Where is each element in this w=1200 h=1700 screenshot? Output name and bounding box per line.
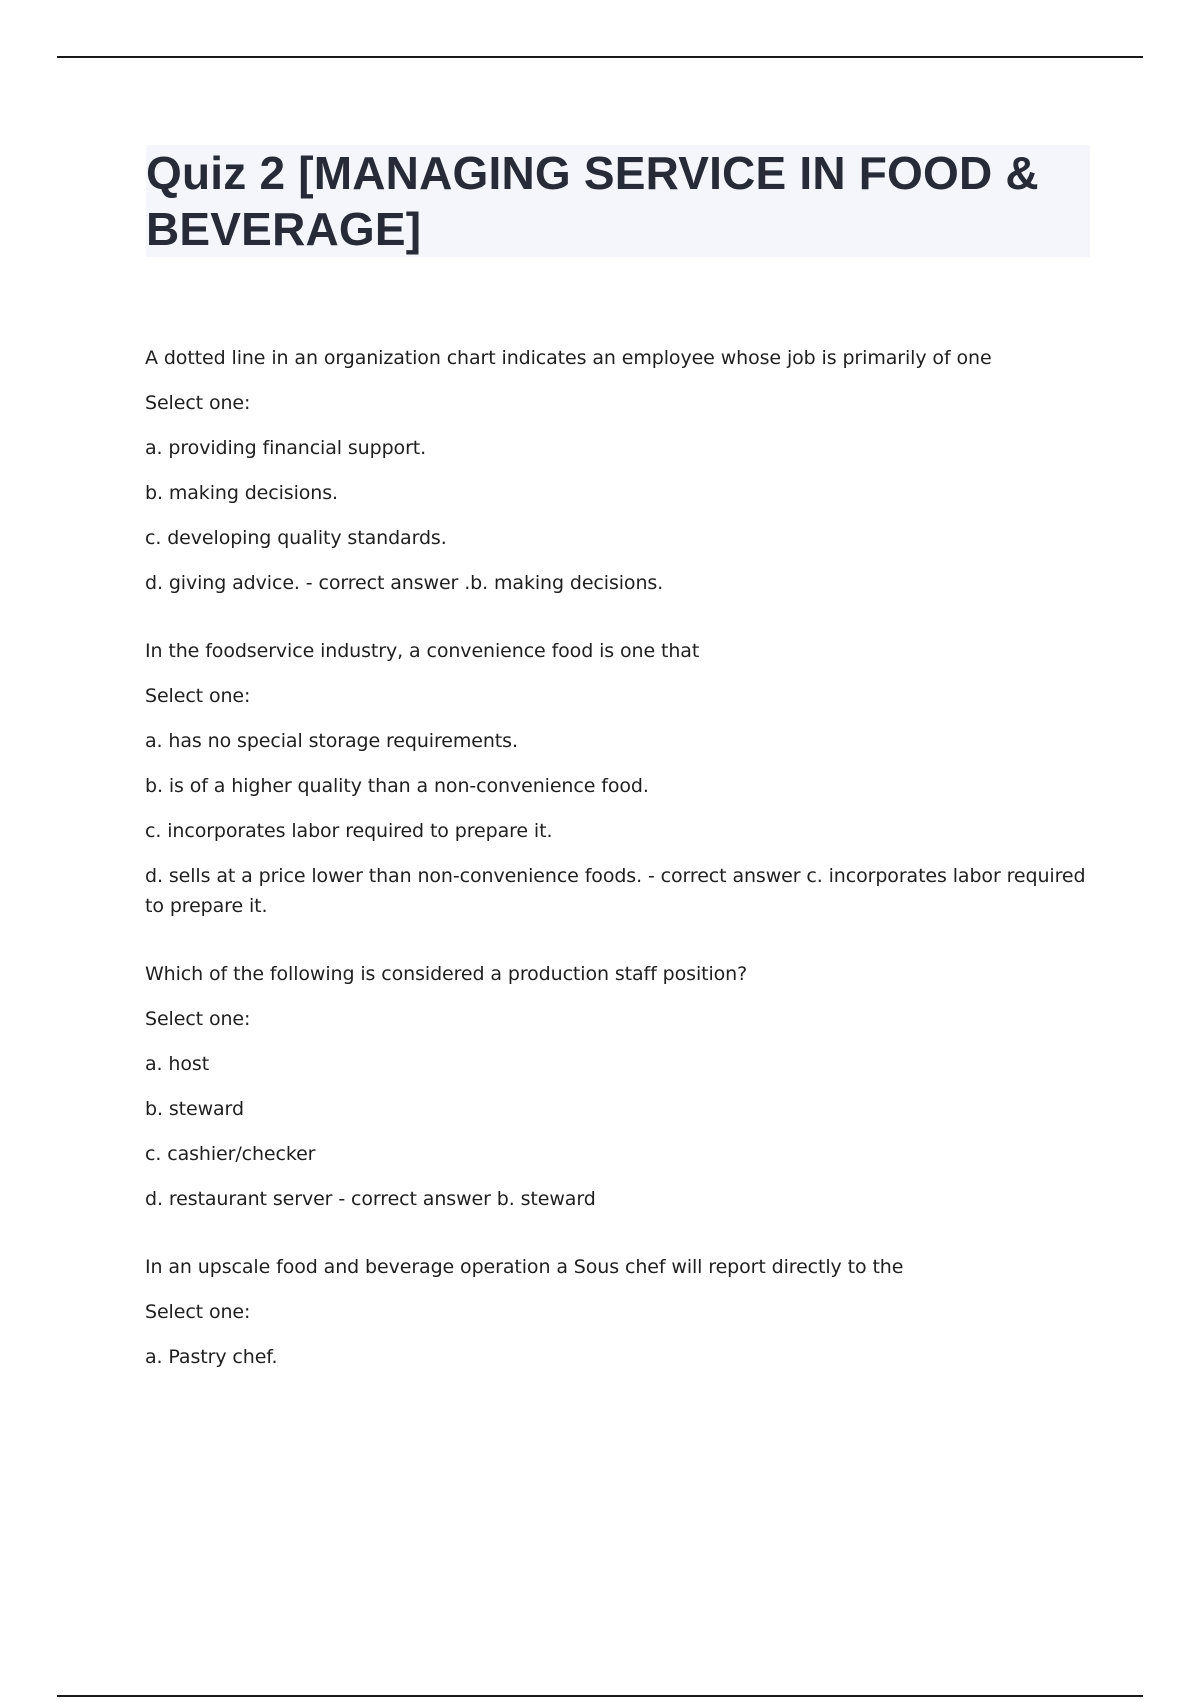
option-d-with-answer: d. giving advice. - correct answer .b. making decisions.	[145, 572, 664, 594]
option-c: c. incorporates labor required to prepare it.	[145, 820, 553, 842]
select-prompt: Select one:	[145, 685, 251, 707]
question-stem: A dotted line in an organization chart indicates an employee whose job is primarily of one	[145, 347, 992, 369]
option-d-with-answer: d. sells at a price lower than non-convenience foods. - correct answer c. incorporates labor required to prepare it.	[145, 865, 1086, 917]
question-2	[145, 636, 1095, 921]
question-stem: Which of the following is considered a production staff position?	[145, 963, 748, 985]
quiz-content	[145, 343, 1095, 1410]
option-c: c. developing quality standards.	[145, 527, 447, 549]
option-b: b. making decisions.	[145, 482, 338, 504]
question-stem: In an upscale food and beverage operation a Sous chef will report directly to the	[145, 1256, 904, 1278]
option-c: c. cashier/checker	[145, 1143, 316, 1165]
option-a: a. host	[145, 1053, 210, 1075]
title-block	[146, 145, 1090, 257]
top-divider	[57, 56, 1143, 58]
select-prompt: Select one:	[145, 1008, 251, 1030]
question-1	[145, 343, 1095, 598]
option-a: a. has no special storage requirements.	[145, 730, 518, 752]
question-stem: In the foodservice industry, a convenience food is one that	[145, 640, 700, 662]
question-4	[145, 1252, 1095, 1372]
question-3	[145, 959, 1095, 1214]
select-prompt: Select one:	[145, 1301, 251, 1323]
option-a: a. providing financial support.	[145, 437, 427, 459]
page-title: Quiz 2 [MANAGING SERVICE IN FOOD & BEVERAGE]	[146, 147, 1039, 255]
option-b: b. is of a higher quality than a non-convenience food.	[145, 775, 649, 797]
option-a: a. Pastry chef.	[145, 1346, 278, 1368]
select-prompt: Select one:	[145, 392, 251, 414]
option-b: b. steward	[145, 1098, 244, 1120]
bottom-divider	[57, 1695, 1143, 1697]
option-d-with-answer: d. restaurant server - correct answer b. steward	[145, 1188, 596, 1210]
